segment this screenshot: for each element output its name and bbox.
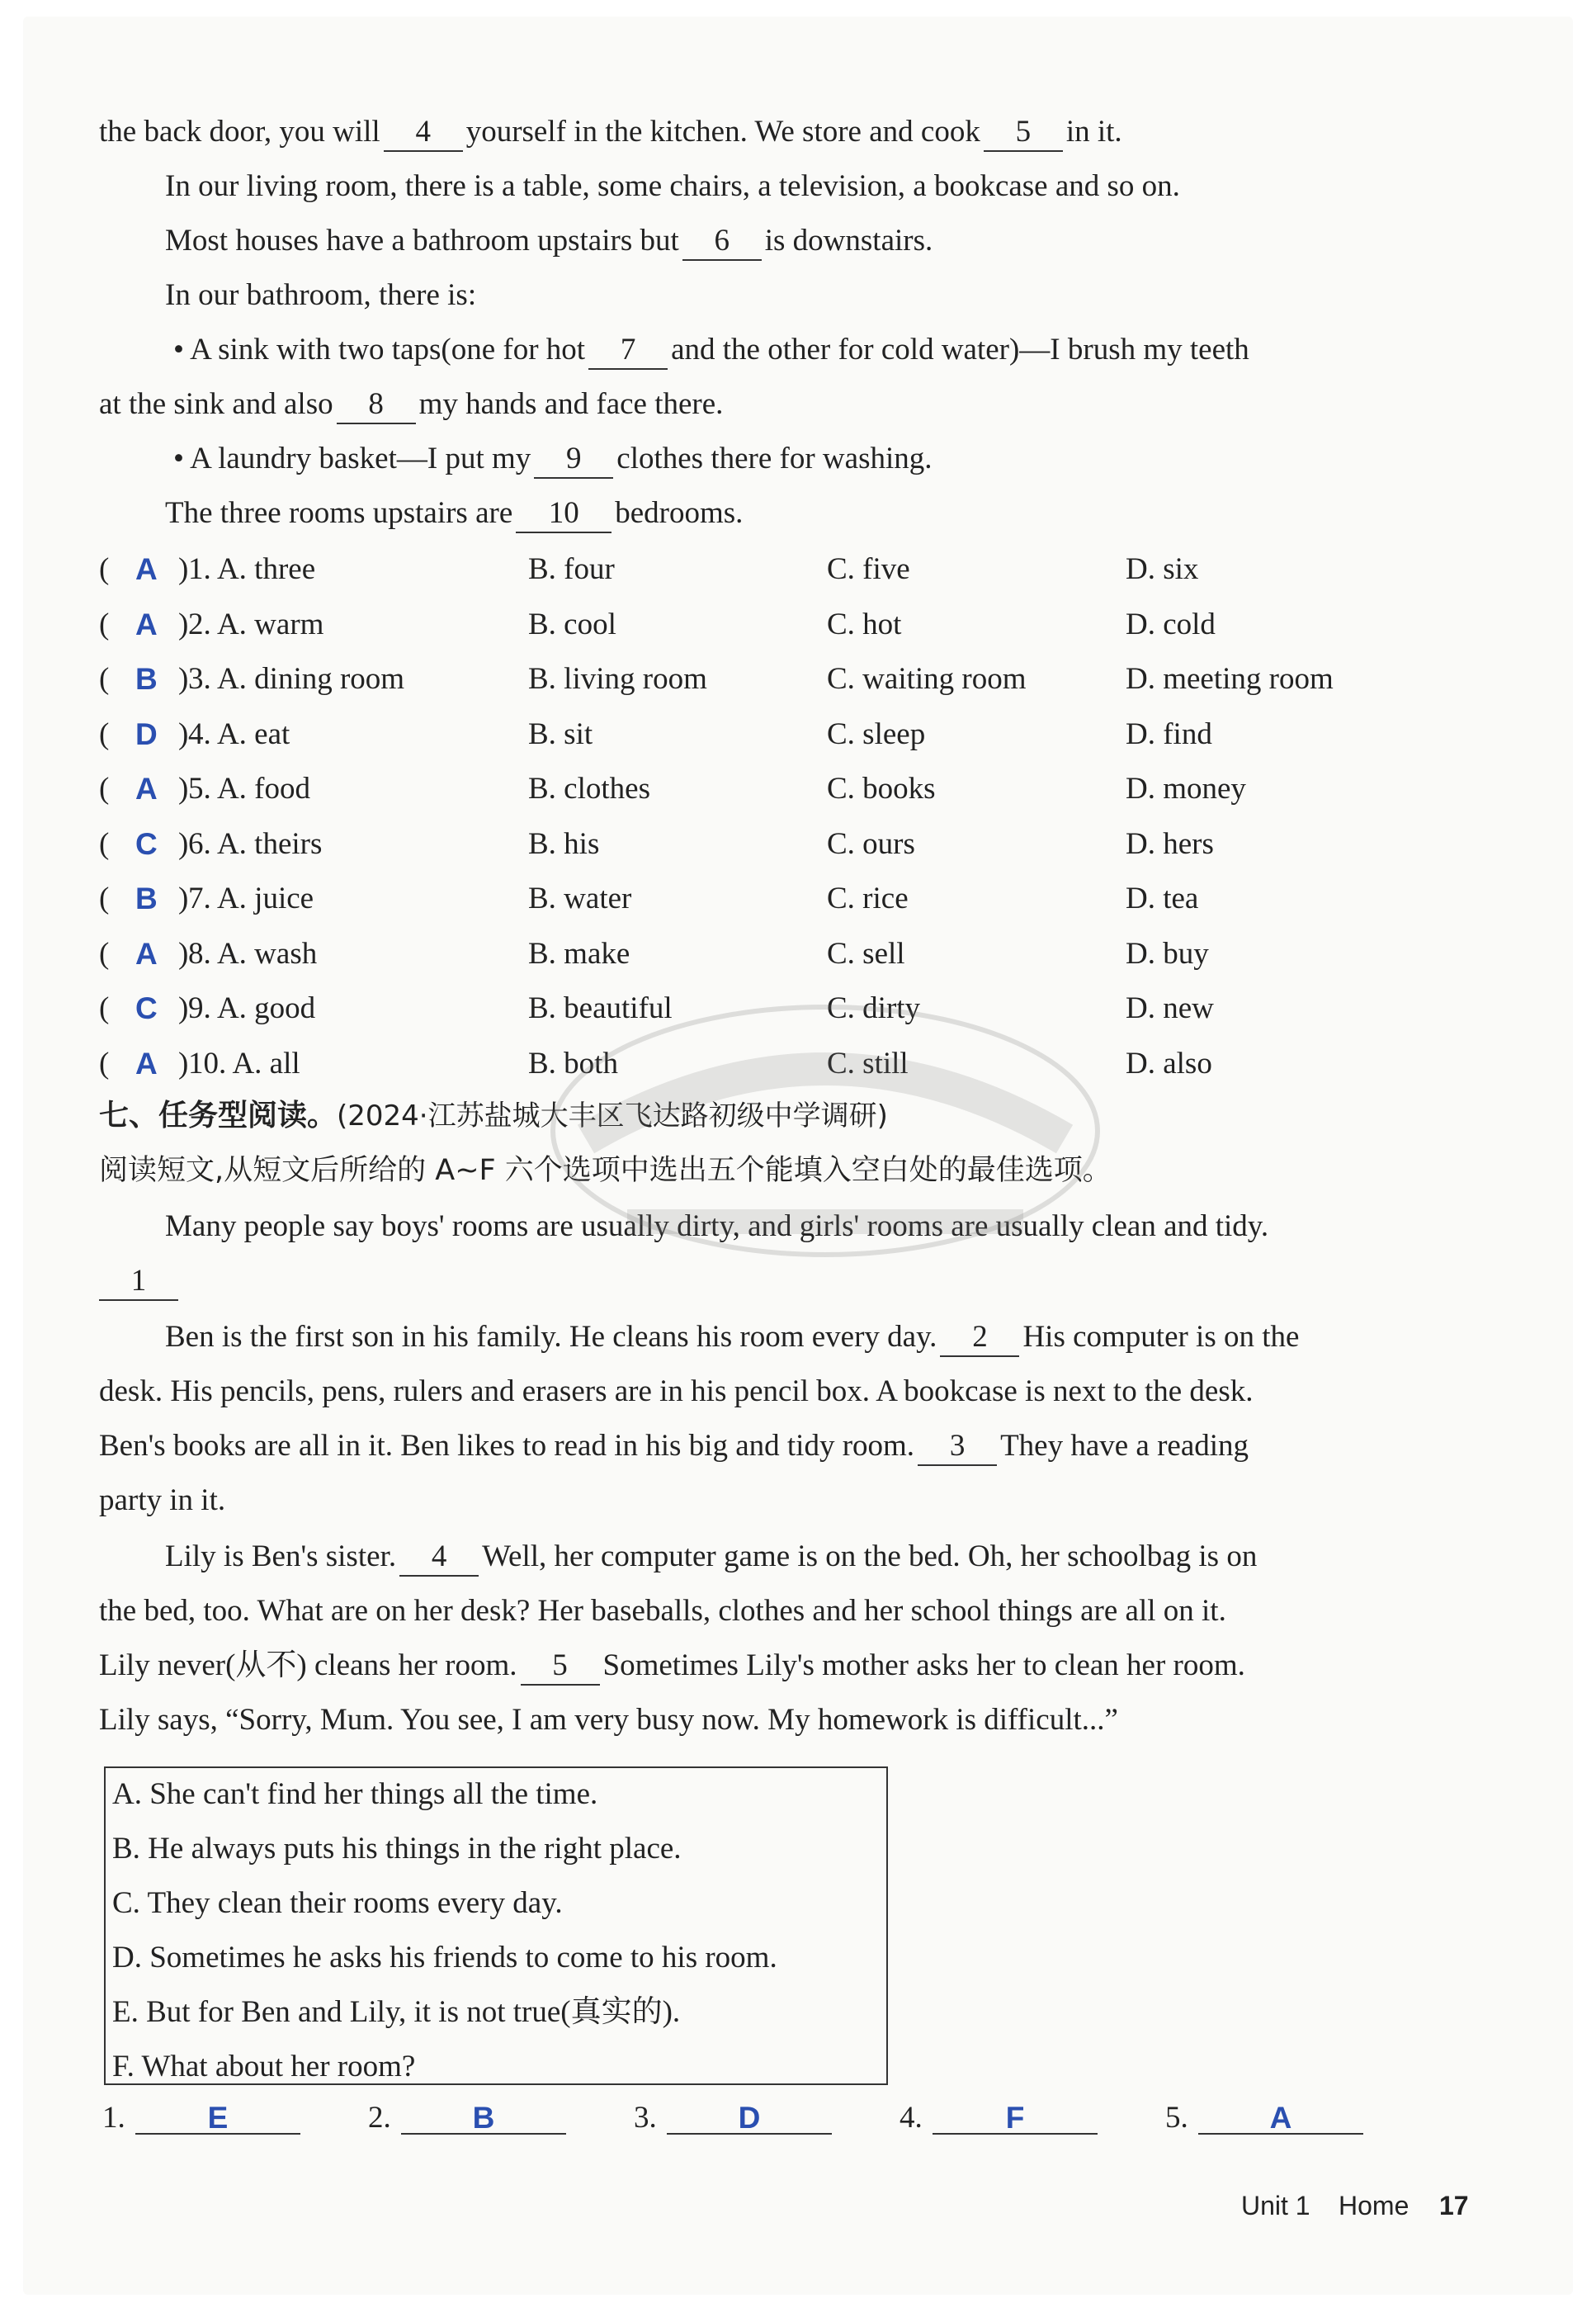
mc-option-a: 9. A. good [188,991,316,1025]
blank-r2: 2 [940,1319,1019,1357]
mc-option-c: C. hot [827,607,902,641]
mc-option-c: C. dirty [827,991,921,1025]
mc-paren-close: ) [178,662,189,696]
mc-option-c: C. sleep [827,716,926,751]
answer-5: 5. A [1165,2097,1380,2140]
mc-option-c: C. five [827,552,910,586]
mc-answer: B [135,882,158,915]
blank-5: 5 [984,114,1063,152]
mc-option-d: D. six [1126,552,1199,586]
mc-paren-close: ) [178,716,189,751]
mc-row [99,987,1419,1030]
answer-3: 3. D [634,2097,848,2140]
options-box [104,1766,888,2085]
mc-option-d: D. cold [1126,607,1216,641]
mc-paren-close: ) [178,1046,189,1081]
mc-option-c: C. ours [827,826,915,861]
blank-9: 9 [534,441,613,479]
mc-paren-open: ( [99,882,110,915]
reading-p2-line4: party in it. [99,1483,226,1517]
mc-paren-close: ) [178,826,189,861]
mc-option-d: D. tea [1126,882,1199,915]
answer-3-value: D [738,2101,761,2135]
mc-answer: B [135,662,158,696]
mc-option-d: D. new [1126,991,1214,1025]
mc-option-c: C. books [827,772,936,806]
reading-p3-line4: Lily says, “Sorry, Mum. You see, I am very busy now. My homework is difficult...” [99,1703,1118,1737]
answer-4: 4. F [900,2097,1114,2140]
reading-p2-line3: Ben's books are all in it. Ben likes to read in his big and tidy room. 3 They have a reading [99,1425,1249,1468]
footer-title: Home [1339,2191,1409,2220]
mc-option-c: C. sell [827,936,905,971]
mc-option-d: D. buy [1126,936,1209,971]
mc-row [99,933,1419,976]
blank-6: 6 [682,223,762,261]
mc-answer: A [135,1046,158,1081]
passage-line-4: In our bathroom, there is: [165,278,477,312]
mc-row [99,603,1419,646]
mc-option-c: C. still [827,1046,909,1081]
mc-row [99,823,1419,866]
mc-option-c: C. waiting room [827,662,1027,696]
mc-option-d: D. money [1126,772,1246,806]
mc-option-a: 6. A. theirs [188,826,323,861]
mc-paren-close: ) [178,552,189,586]
mc-paren-close: ) [178,991,189,1025]
option-c: C. They clean their rooms every day. [112,1886,563,1920]
mc-answer: A [135,607,158,641]
mc-option-b: B. make [528,936,630,971]
mc-row [99,768,1419,811]
mc-paren-open: ( [99,991,110,1025]
option-b: B. He always puts his things in the right place. [112,1832,682,1866]
mc-answer: C [135,991,158,1025]
mc-option-a: 7. A. juice [188,882,314,915]
mc-option-b: B. clothes [528,772,650,806]
mc-option-b: B. both [528,1046,618,1081]
mc-paren-open: ( [99,1046,110,1081]
reading-p2-line2: desk. His pencils, pens, rulers and erasers are in his pencil box. A bookcase is next to the desk. [99,1374,1254,1408]
mc-answer: A [135,936,158,971]
mc-option-b: B. sit [528,716,593,751]
mc-option-a: 5. A. food [188,772,310,806]
mc-option-a: 4. A. eat [188,716,290,751]
mc-option-b: B. his [528,826,600,861]
section-7-instruction: 阅读短文,从短文后所给的 A~F 六个选项中选出五个能填入空白处的最佳选项。 [99,1154,1112,1187]
section-7-source: (2024·江苏盐城大丰区飞达路初级中学调研) [337,1100,888,1133]
mc-answer: A [135,772,158,806]
mc-option-d: D. also [1126,1046,1212,1081]
option-a: A. She can't find her things all the time. [112,1777,598,1811]
reading-p3-line2: the bed, too. What are on her desk? Her baseballs, clothes and her school things are all on it. [99,1594,1226,1628]
passage-line-1: the back door, you will 4 yourself in the kitchen. We store and cook 5 in it. [99,111,1122,154]
mc-option-b: B. four [528,552,615,586]
passage-line-7: • A laundry basket—I put my 9 clothes there for washing. [173,437,933,480]
mc-paren-close: ) [178,772,189,806]
mc-paren-close: ) [178,936,189,971]
mc-option-d: D. hers [1126,826,1214,861]
mc-row [99,713,1419,756]
answer-1-value: E [207,2101,229,2135]
mc-option-b: B. beautiful [528,991,673,1025]
passage-line-5: • A sink with two taps(one for hot 7 and the other for cold water)—I brush my teeth [173,329,1249,371]
section-7-heading: 七、任务型阅读。(2024·江苏盐城大丰区飞达路初级中学调研) [99,1099,888,1133]
passage-line-8: The three rooms upstairs are 10 bedrooms. [165,492,743,535]
mc-option-c: C. rice [827,882,909,915]
mc-option-a: 3. A. dining room [188,662,405,696]
mc-row [99,548,1419,591]
blank-r3: 3 [918,1428,997,1466]
mc-paren-close: ) [178,882,189,915]
passage-line-2: In our living room, there is a table, some chairs, a television, a bookcase and so on. [165,169,1180,203]
reading-p1-blank [99,1260,182,1303]
answer-4-value: F [1005,2101,1025,2135]
mc-row [99,658,1419,701]
mc-answer: D [135,716,158,751]
mc-paren-close: ) [178,607,189,641]
blank-4: 4 [384,114,463,152]
mc-option-b: B. cool [528,607,616,641]
mc-option-b: B. living room [528,662,707,696]
blank-r4: 4 [399,1539,479,1577]
answer-2: 2. B [368,2097,583,2140]
option-f: F. What about her room? [112,2050,416,2083]
reading-p2-line1: Ben is the first son in his family. He cleans his room every day. 2 His computer is on the [165,1316,1299,1359]
footer-unit: Unit 1 [1241,2191,1310,2220]
blank-r1: 1 [99,1263,178,1301]
answer-2-value: B [472,2101,495,2135]
reading-p3-line3: Lily never(从不) cleans her room. 5 Sometimes Lily's mother asks her to clean her room. [99,1644,1245,1687]
mc-answer: C [135,826,158,861]
mc-option-a: 2. A. warm [188,607,324,641]
mc-answer: A [135,552,158,586]
blank-10: 10 [516,495,611,533]
answer-5-value: A [1269,2101,1292,2135]
page-number: 17 [1439,2191,1469,2220]
mc-paren-open: ( [99,716,110,751]
mc-option-a: 8. A. wash [188,936,318,971]
passage-line-6: at the sink and also 8 my hands and face there. [99,383,723,426]
reading-p1: Many people say boys' rooms are usually dirty, and girls' rooms are usually clean and tidy. [165,1209,1269,1243]
mc-option-d: D. find [1126,716,1212,751]
mc-row [99,1043,1419,1085]
mc-option-a: 1. A. three [188,552,316,586]
blank-8: 8 [337,386,416,424]
mc-paren-open: ( [99,662,110,696]
passage-line-3: Most houses have a bathroom upstairs but 6 is downstairs. [165,220,933,262]
option-e: E. But for Ben and Lily, it is not true(真实的). [112,1995,681,2029]
mc-option-b: B. water [528,882,632,915]
option-d: D. Sometimes he asks his friends to come to his room. [112,1941,777,1974]
answer-1: 1. E [102,2097,317,2140]
mc-paren-open: ( [99,607,110,641]
mc-paren-open: ( [99,936,110,971]
mc-paren-open: ( [99,826,110,861]
mc-row [99,877,1419,920]
mc-paren-open: ( [99,552,110,586]
reading-p3-line1: Lily is Ben's sister. 4 Well, her computer game is on the bed. Oh, her schoolbag is on [165,1535,1257,1578]
blank-7: 7 [588,332,668,370]
mc-paren-open: ( [99,772,110,806]
blank-r5: 5 [521,1648,600,1686]
mc-option-a: 10. A. all [188,1046,300,1081]
mc-option-d: D. meeting room [1126,662,1334,696]
